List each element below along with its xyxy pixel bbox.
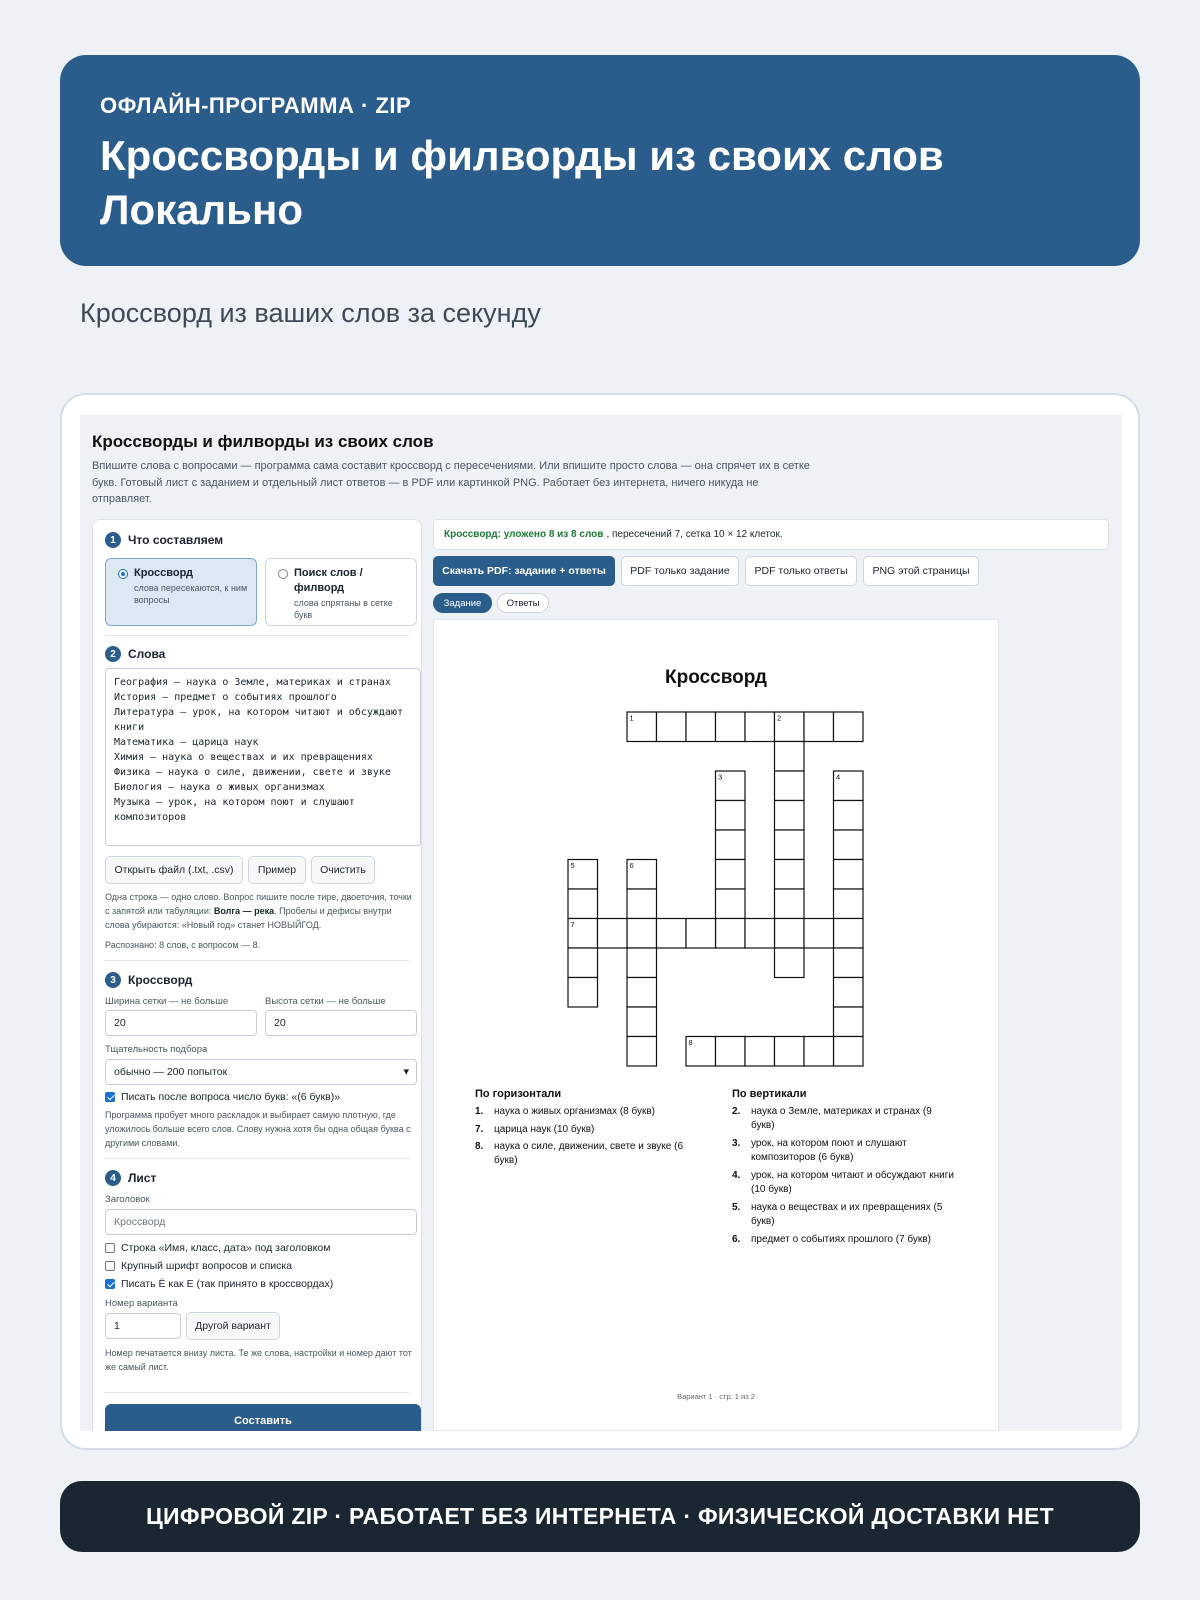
clue-number: 8. bbox=[475, 1141, 484, 1152]
grid-cell-number: 6 bbox=[629, 861, 634, 870]
grid-cell bbox=[804, 919, 834, 949]
down-heading: По вертикали bbox=[732, 1088, 807, 1100]
checkbox-icon[interactable] bbox=[105, 1261, 115, 1271]
hint-example: Волга — река bbox=[213, 906, 275, 916]
parsed-count: Распознано: 8 слов, с вопросом — 8. bbox=[105, 940, 261, 950]
step-number-badge: 2 bbox=[105, 646, 121, 662]
grid-cell bbox=[775, 860, 805, 890]
grid-cell bbox=[657, 712, 687, 742]
grid-cell bbox=[775, 919, 805, 949]
grid-height-label: Высота сетки — не больше bbox=[265, 996, 386, 1007]
grid-cell bbox=[627, 889, 657, 919]
crossword-grid bbox=[434, 620, 1000, 1080]
tab-answers[interactable]: Ответы bbox=[497, 593, 549, 613]
clue-across bbox=[475, 1123, 695, 1137]
grid-cell bbox=[568, 948, 598, 978]
bottom-banner: ЦИФРОВОЙ ZIP · РАБОТАЕТ БЕЗ ИНТЕРНЕТА · ФИЗИЧЕСКОЙ ДОСТАВКИ НЕТ bbox=[60, 1481, 1140, 1552]
app-screen bbox=[80, 415, 1122, 1431]
heading-input[interactable]: Кроссворд bbox=[105, 1209, 417, 1235]
status-details: , пересечений 7, сетка 10 × 12 клеток. bbox=[606, 529, 783, 540]
clue-down bbox=[732, 1137, 957, 1165]
grid-cell bbox=[686, 712, 716, 742]
grid-cell bbox=[834, 1007, 864, 1037]
grid-cell bbox=[775, 830, 805, 860]
clue-number: 5. bbox=[732, 1202, 741, 1213]
grid-cell bbox=[627, 919, 657, 949]
grid-width-input[interactable]: 20 bbox=[105, 1010, 257, 1036]
option-subtitle: слова пересекаются, к ним вопросы bbox=[134, 583, 248, 605]
hero-banner bbox=[60, 55, 1140, 266]
clue-number: 2. bbox=[732, 1106, 741, 1117]
settings-panel bbox=[92, 519, 422, 1431]
sheet-footer: Вариант 1 · стр. 1 из 2 bbox=[677, 1392, 755, 1401]
variant-input[interactable]: 1 bbox=[105, 1313, 181, 1339]
download-pdf-all-button[interactable]: Скачать PDF: задание + ответы bbox=[433, 556, 615, 586]
clue-text: царица наук (10 букв) bbox=[494, 1124, 595, 1135]
example-button[interactable]: Пример bbox=[248, 856, 306, 884]
grid-cell-number: 1 bbox=[629, 713, 634, 723]
grid-cell bbox=[627, 948, 657, 978]
grid-cell bbox=[745, 712, 775, 742]
clue-text: наука о Земле, материках и странах (9 букв) bbox=[751, 1106, 932, 1131]
grid-cell bbox=[598, 919, 628, 949]
png-page-button[interactable]: PNG этой страницы bbox=[863, 556, 979, 586]
clue-number: 1. bbox=[475, 1106, 484, 1117]
clue-down bbox=[732, 1105, 957, 1133]
grid-cell-number: 7 bbox=[570, 920, 575, 929]
build-button[interactable]: Составить bbox=[105, 1404, 421, 1431]
grid-cell bbox=[716, 830, 746, 860]
effort-label: Тщательность подбора bbox=[105, 1044, 208, 1055]
grid-cell bbox=[834, 830, 864, 860]
clue-text: наука о веществах и их превращениях (5 букв) bbox=[751, 1202, 943, 1227]
variant-hint: Номер печатается внизу листа. Те же слова, настройки и номер дают тот же самый лист. bbox=[105, 1348, 412, 1372]
clue-number: 6. bbox=[732, 1234, 741, 1245]
option-title: Поиск слов / филворд bbox=[294, 567, 363, 594]
clue-text: урок, на котором поют и слушают композиторов (6 букв) bbox=[751, 1138, 907, 1163]
variant-label: Номер варианта bbox=[105, 1298, 178, 1309]
clue-number: 4. bbox=[732, 1170, 741, 1181]
grid-cell bbox=[745, 1037, 775, 1067]
hint-text: Одна строка — одно слово. Вопрос пишите после тире, двоеточия, точки с запятой или табуляции: bbox=[105, 892, 412, 916]
step-title: Слова bbox=[128, 647, 166, 661]
grid-cell bbox=[716, 889, 746, 919]
grid-cell bbox=[568, 978, 598, 1008]
option-title: Кроссворд bbox=[134, 567, 194, 579]
grid-cell bbox=[804, 712, 834, 742]
grid-cell-number: 4 bbox=[836, 772, 841, 782]
app-title: Кроссворды и филворды из своих слов bbox=[92, 432, 434, 451]
grid-cell bbox=[716, 712, 746, 742]
clue-number: 7. bbox=[475, 1124, 484, 1135]
grid-cell bbox=[775, 1037, 805, 1067]
status-summary: Кроссворд: уложено 8 из 8 слов bbox=[444, 529, 604, 540]
clue-number: 3. bbox=[732, 1138, 741, 1149]
status-bar bbox=[433, 519, 1109, 550]
word-line: Литература — урок, на котором читают и обсуждают книги bbox=[114, 707, 410, 733]
divider bbox=[105, 960, 409, 961]
grid-cell-number: 3 bbox=[718, 772, 723, 782]
grid-cell bbox=[627, 978, 657, 1008]
grid-cell bbox=[775, 889, 805, 919]
clue-text: предмет о событиях прошлого (7 букв) bbox=[751, 1234, 931, 1245]
grid-cell bbox=[834, 860, 864, 890]
open-file-button[interactable]: Открыть файл (.txt, .csv) bbox=[105, 856, 243, 884]
divider bbox=[105, 1158, 409, 1159]
step-number-badge: 3 bbox=[105, 972, 121, 988]
word-line: Химия — наука о веществах и их превращениях bbox=[114, 752, 373, 763]
radio-selected-icon[interactable] bbox=[118, 569, 128, 579]
grid-cell bbox=[804, 1037, 834, 1067]
grid-cell bbox=[627, 1007, 657, 1037]
step-number-badge: 1 bbox=[105, 532, 121, 548]
grid-height-input[interactable]: 20 bbox=[265, 1010, 417, 1036]
sheet-title: Кроссворд bbox=[665, 667, 767, 688]
mode-option-crossword[interactable] bbox=[105, 558, 257, 626]
grid-cell bbox=[775, 801, 805, 831]
word-line: Математика — царица наук bbox=[114, 737, 259, 748]
grid-cell-number: 2 bbox=[777, 713, 782, 723]
crossword-hint: Программа пробует много раскладок и выбирает самую плотную, где уложилось больше всего слов. Слову нужна хотя бы одна общая буква с другими словами. bbox=[105, 1110, 411, 1148]
checkbox-icon[interactable] bbox=[105, 1243, 115, 1253]
grid-cell bbox=[657, 919, 687, 949]
tab-task[interactable]: Задание bbox=[433, 593, 492, 613]
grid-cell bbox=[716, 801, 746, 831]
clue-text: наука о силе, движении, свете и звуке (6 букв) bbox=[494, 1141, 684, 1166]
step-words-heading bbox=[105, 646, 165, 662]
clue-text: наука о живых организмах (8 букв) bbox=[494, 1106, 656, 1117]
grid-cell bbox=[568, 889, 598, 919]
grid-width-label: Ширина сетки — не больше bbox=[105, 996, 229, 1007]
checkbox-label: Строка «Имя, класс, дата» под заголовком bbox=[121, 1242, 331, 1254]
step-title: Что составляем bbox=[128, 533, 224, 547]
radio-icon[interactable] bbox=[278, 569, 288, 579]
grid-cell bbox=[716, 919, 746, 949]
words-format-hint bbox=[105, 890, 417, 932]
page-subtitle: Кроссворд из ваших слов за секунду bbox=[80, 298, 541, 328]
grid-cell bbox=[775, 948, 805, 978]
name-line-checkbox-row[interactable] bbox=[105, 1242, 330, 1254]
words-textarea[interactable] bbox=[105, 668, 421, 846]
word-line: Физика — наука о силе, движении, свете и звуке bbox=[114, 767, 391, 778]
hero-kicker: ОФЛАЙН-ПРОГРАММА · ZIP bbox=[100, 93, 412, 118]
grid-cell bbox=[834, 1037, 864, 1067]
another-variant-button[interactable]: Другой вариант bbox=[186, 1312, 280, 1340]
pdf-task-button[interactable]: PDF только задание bbox=[621, 556, 739, 586]
word-line: Музыка — урок, на котором поют и слушают композиторов bbox=[114, 797, 361, 823]
checkbox-checked-icon[interactable] bbox=[105, 1092, 115, 1102]
step-number-badge: 4 bbox=[105, 1170, 121, 1186]
letter-count-checkbox-row[interactable] bbox=[105, 1091, 340, 1103]
hero-title bbox=[100, 129, 1100, 237]
word-line: Биология — наука о живых организмах bbox=[114, 782, 325, 793]
word-line: География — наука о Земле, материках и странах bbox=[114, 677, 391, 688]
yo-as-e-checkbox-row[interactable] bbox=[105, 1278, 333, 1290]
clue-text: урок, на котором читают и обсуждают книги (10 букв) bbox=[751, 1170, 954, 1195]
grid-cell bbox=[716, 1037, 746, 1067]
checkbox-label: Крупный шрифт вопросов и списка bbox=[121, 1260, 293, 1272]
pdf-answers-button[interactable]: PDF только ответы bbox=[745, 556, 857, 586]
checkbox-label: Писать Ё как Е (так принято в кроссвордах) bbox=[121, 1278, 334, 1290]
checkbox-checked-icon[interactable] bbox=[105, 1279, 115, 1289]
across-heading: По горизонтали bbox=[475, 1088, 562, 1100]
grid-cell bbox=[834, 889, 864, 919]
heading-label: Заголовок bbox=[105, 1194, 150, 1205]
divider bbox=[105, 1392, 409, 1393]
divider bbox=[105, 635, 409, 636]
clue-down bbox=[732, 1201, 957, 1229]
clear-button[interactable]: Очистить bbox=[311, 856, 375, 884]
effort-select[interactable] bbox=[105, 1059, 417, 1085]
large-font-checkbox-row[interactable] bbox=[105, 1260, 292, 1272]
screenshot-frame bbox=[60, 393, 1140, 1450]
clue-down bbox=[732, 1169, 957, 1197]
grid-cell bbox=[686, 919, 716, 949]
grid-cell bbox=[716, 860, 746, 890]
grid-cell-number: 5 bbox=[570, 861, 575, 870]
step-title: Кроссворд bbox=[128, 973, 193, 987]
hint-text: . Пробелы и дефисы внутри слова убираются: «Новый год» станет НОВЫЙГОД. bbox=[105, 906, 392, 930]
effort-value: обычно — 200 попыток bbox=[114, 1066, 228, 1078]
step-title: Лист bbox=[128, 1171, 157, 1185]
hero-title-line1: Кроссворды и филворды из своих слов bbox=[100, 132, 944, 179]
app-description: Впишите слова с вопросами — программа сама составит кроссворд с пересечениями. Или впишите просто слова — она спрячет их в сетке букв. Готовый лист с заданием и отдельный лист ответов — в PDF или картинкой PNG. Работает без интернета, ничего никуда не отправляет. bbox=[92, 460, 810, 505]
grid-cell bbox=[834, 712, 864, 742]
word-line: История — предмет о событиях прошлого bbox=[114, 692, 337, 703]
grid-cell bbox=[775, 771, 805, 801]
grid-cell-number: 8 bbox=[688, 1038, 693, 1047]
crossword-sheet bbox=[433, 619, 999, 1431]
grid-cell bbox=[834, 919, 864, 949]
grid-cell bbox=[627, 1037, 657, 1067]
grid-cell bbox=[834, 978, 864, 1008]
step-crossword-heading bbox=[105, 972, 192, 988]
grid-cell bbox=[775, 742, 805, 772]
grid-cell bbox=[834, 948, 864, 978]
clue-down bbox=[732, 1233, 957, 1247]
mode-option-wordsearch[interactable] bbox=[265, 558, 417, 626]
grid-cell bbox=[745, 919, 775, 949]
grid-cell bbox=[834, 801, 864, 831]
clue-across bbox=[475, 1105, 695, 1119]
step-what-heading bbox=[105, 532, 223, 548]
step-sheet-heading bbox=[105, 1170, 156, 1186]
hero-title-line2: Локально bbox=[100, 186, 304, 233]
clue-across bbox=[475, 1140, 695, 1168]
option-subtitle: слова спрятаны в сетке букв bbox=[294, 598, 393, 620]
checkbox-label: Писать после вопроса число букв: «(6 букв)» bbox=[121, 1091, 341, 1103]
